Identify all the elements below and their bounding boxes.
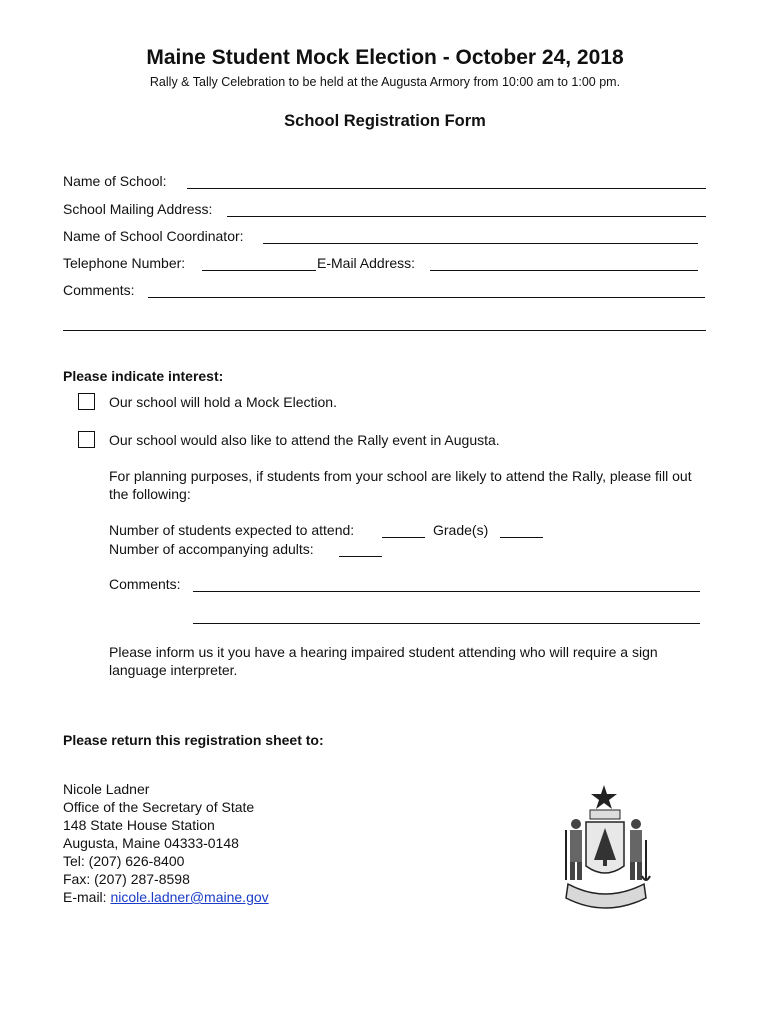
contact-email-link[interactable]: nicole.ladner@maine.gov <box>110 889 269 905</box>
rally-comments-field-line-2[interactable] <box>193 623 700 624</box>
maine-state-seal <box>556 780 666 920</box>
rally-comments-label: Comments: <box>109 576 181 592</box>
contact-fax: Fax: (207) 287-8598 <box>63 871 190 887</box>
mock-election-label: Our school will hold a Mock Election. <box>109 394 337 410</box>
state-name-scroll <box>566 884 646 908</box>
seal-graphic <box>556 780 666 920</box>
return-heading: Please return this registration sheet to: <box>63 732 324 748</box>
school-name-label: Name of School: <box>63 173 167 189</box>
coordinator-label: Name of School Coordinator: <box>63 228 244 244</box>
telephone-field[interactable] <box>202 270 316 271</box>
north-star-icon <box>591 785 617 809</box>
students-field[interactable] <box>382 537 425 538</box>
students-label: Number of students expected to attend: <box>109 522 355 538</box>
email-field[interactable] <box>430 270 698 271</box>
comments-field[interactable] <box>148 297 705 298</box>
document-title: Maine Student Mock Election - October 24, 2018 <box>146 46 624 69</box>
mock-election-checkbox[interactable] <box>78 393 95 410</box>
contact-city: Augusta, Maine 04333-0148 <box>63 835 239 851</box>
interest-heading: Please indicate interest: <box>63 368 224 384</box>
comments-field-line-2[interactable] <box>63 330 706 331</box>
grades-field[interactable] <box>500 537 543 538</box>
comments-label: Comments: <box>63 282 135 298</box>
sailor-figure <box>631 819 641 829</box>
adults-label: Number of accompanying adults: <box>109 541 314 557</box>
planning-note: For planning purposes, if students from your school are likely to attend the Rally, please fill out the following: <box>109 468 692 502</box>
email-label: E-Mail Address: <box>317 255 416 271</box>
interpreter-note: Please inform us it you have a hearing impaired student attending who will require a sign language interpreter. <box>109 644 658 678</box>
form-title: School Registration Form <box>284 112 486 130</box>
contact-office: Office of the Secretary of State <box>63 799 255 815</box>
contact-email-prefix: E-mail: <box>63 889 111 905</box>
telephone-label: Telephone Number: <box>63 255 186 271</box>
grades-label: Grade(s) <box>433 522 489 538</box>
contact-email-row <box>63 888 269 906</box>
school-name-field[interactable] <box>187 188 706 189</box>
rally-label: Our school would also like to attend the Rally event in Augusta. <box>109 432 500 448</box>
mailing-address-field[interactable] <box>227 216 706 217</box>
mailing-address-label: School Mailing Address: <box>63 201 213 217</box>
rally-checkbox[interactable] <box>78 431 95 448</box>
document-subtitle: Rally & Tally Celebration to be held at the Augusta Armory from 10:00 am to 1:00 pm. <box>149 75 621 89</box>
motto-banner <box>590 810 620 819</box>
contact-tel: Tel: (207) 626-8400 <box>63 853 185 869</box>
adults-field[interactable] <box>339 556 382 557</box>
farmer-figure <box>571 819 581 829</box>
contact-name: Nicole Ladner <box>63 781 150 797</box>
contact-street: 148 State House Station <box>63 817 215 833</box>
coordinator-field[interactable] <box>263 243 698 244</box>
rally-comments-field[interactable] <box>193 591 700 592</box>
